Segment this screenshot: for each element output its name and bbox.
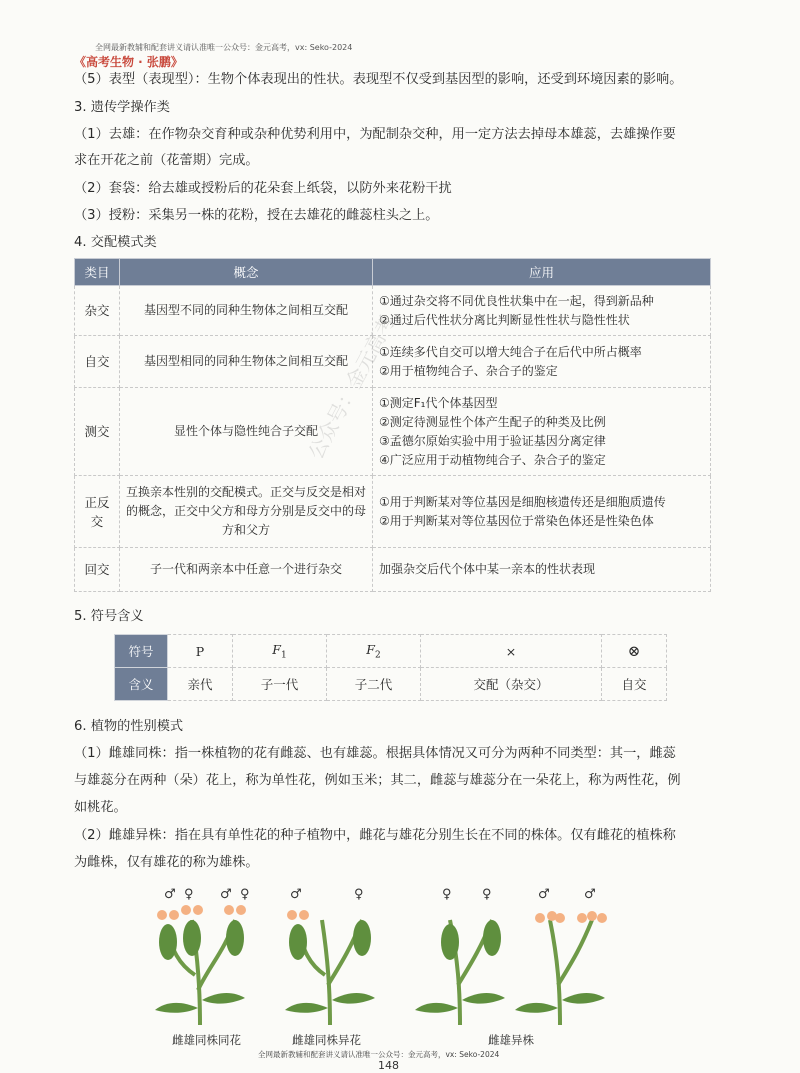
row-concept: 显性个体与隐性纯合子交配 bbox=[120, 388, 373, 476]
female-symbol: ♀ bbox=[442, 887, 452, 902]
meaning-cell: 交配（杂交） bbox=[420, 668, 601, 701]
app-item: ①测定F₁代个体基因型 bbox=[379, 395, 498, 410]
table-row bbox=[75, 476, 711, 548]
row-category: 自交 bbox=[75, 336, 120, 388]
row-application bbox=[373, 336, 711, 388]
mating-mode-table bbox=[74, 258, 711, 592]
symbol-cell: × bbox=[420, 635, 601, 668]
symbol-row-label: 符号 bbox=[115, 635, 168, 668]
female-symbol: ♀ bbox=[482, 887, 492, 902]
pollination-line: （3）授粉：采集另一株的花粉，授在去雄花的雌蕊柱头之上。 bbox=[74, 208, 439, 223]
plant-group-bisexual bbox=[155, 887, 250, 1025]
plant-sex-mode-figure bbox=[140, 880, 700, 1030]
row-category: 正反交 bbox=[75, 476, 120, 548]
symbol-table bbox=[114, 634, 667, 701]
section-6-title: 6. 植物的性别模式 bbox=[74, 719, 184, 734]
female-symbol: ♀ bbox=[354, 887, 364, 902]
watermark: 公众号：金元高考 bbox=[303, 310, 400, 464]
app-item: ②用于判断某对等位基因位于常染色体还是性染色体 bbox=[379, 513, 654, 528]
row-category: 回交 bbox=[75, 548, 120, 592]
emasculation-line-1: （1）去雄：在作物杂交育种或杂种优势利用中，为配制杂交种，用一定方法去掉母本雄蕊，去雄操作要 bbox=[74, 127, 676, 142]
app-item: ②用于植物纯合子、杂合子的鉴定 bbox=[379, 363, 558, 378]
row-application bbox=[373, 388, 711, 476]
caption-dioecious: 雌雄异株 bbox=[488, 1033, 534, 1047]
app-item: ①用于判断某对等位基因是细胞核遗传还是细胞质遗传 bbox=[379, 494, 666, 509]
page-number: 148 bbox=[378, 1059, 399, 1072]
monoecious-line-1: （1）雌雄同株：指一株植物的花有雌蕊、也有雄蕊。根据具体情况又可分为两种不同类型：其一，雌蕊 bbox=[74, 746, 676, 761]
male-symbol: ♂ bbox=[584, 887, 596, 902]
bagging-line: （2）套袋：给去雄或授粉后的花朵套上纸袋，以防外来花粉干扰 bbox=[74, 181, 452, 196]
table-row bbox=[75, 548, 711, 592]
footer-note: 全网最新教辅和配套讲义请认准唯一公众号：金元高考，vx: Seko-2024 bbox=[258, 1050, 500, 1059]
row-category: 杂交 bbox=[75, 286, 120, 336]
row-concept: 互换亲本性别的交配模式。正交与反交是相对的概念，正交中父方和母方分别是反交中的母方和父方 bbox=[120, 476, 373, 548]
book-brand: 《高考生物 · 张鹏》 bbox=[74, 55, 183, 69]
table-row bbox=[75, 388, 711, 476]
phenotype-line: （5）表型（表现型）：生物个体表现出的性状。表现型不仅受到基因型的影响，还受到环境因素的影响。 bbox=[74, 72, 683, 87]
symbol-row bbox=[115, 635, 667, 668]
app-item: ①通过杂交将不同优良性状集中在一起，得到新品种 bbox=[379, 293, 654, 308]
monoecious-line-2: 与雄蕊分在两种（朵）花上，称为单性花，例如玉米；其二，雌蕊与雄蕊分在一朵花上，称为两性花，例 bbox=[74, 773, 681, 788]
plant-group-dioecious bbox=[415, 887, 607, 1025]
app-item: ③孟德尔原始实验中用于验证基因分离定律 bbox=[379, 433, 606, 448]
dioecious-line-2: 为雌株，仅有雄花的称为雄株。 bbox=[74, 855, 259, 870]
symbol-cell: $F_1$ bbox=[232, 635, 326, 668]
app-item: ①连续多代自交可以增大纯合子在后代中所占概率 bbox=[379, 344, 642, 359]
meaning-row bbox=[115, 668, 667, 701]
caption-bisexual: 雌雄同株同花 bbox=[172, 1033, 241, 1047]
section-5-title: 5. 符号含义 bbox=[74, 609, 144, 624]
row-concept: 基因型相同的同种生物体之间相互交配 bbox=[120, 336, 373, 388]
meaning-cell: 自交 bbox=[601, 668, 666, 701]
table-header-row bbox=[75, 259, 711, 286]
section-3-title: 3. 遗传学操作类 bbox=[74, 100, 170, 115]
meaning-cell: 亲代 bbox=[168, 668, 233, 701]
plant-group-monoecious bbox=[285, 887, 375, 1025]
symbol-cell: $F_2$ bbox=[326, 635, 420, 668]
table-row bbox=[75, 336, 711, 388]
col-header-application: 应用 bbox=[373, 259, 711, 286]
caption-monoecious: 雌雄同株异花 bbox=[292, 1033, 361, 1047]
section-4-title: 4. 交配模式类 bbox=[74, 235, 157, 250]
row-concept: 子一代和两亲本中任意一个进行杂交 bbox=[120, 548, 373, 592]
male-symbol: ♂ bbox=[538, 887, 550, 902]
male-symbol: ♂ bbox=[220, 887, 232, 902]
row-category: 测交 bbox=[75, 388, 120, 476]
col-header-category: 类目 bbox=[75, 259, 120, 286]
header-note: 全网最新教辅和配套讲义请认准唯一公众号：金元高考，vx: Seko-2024 bbox=[95, 43, 353, 52]
row-concept: 基因型不同的同种生物体之间相互交配 bbox=[120, 286, 373, 336]
meaning-cell: 子二代 bbox=[326, 668, 420, 701]
male-symbol: ♂ bbox=[290, 887, 302, 902]
emasculation-line-2: 求在开花之前（花蕾期）完成。 bbox=[74, 153, 259, 168]
male-symbol: ♂ bbox=[164, 887, 176, 902]
meaning-row-label: 含义 bbox=[115, 668, 168, 701]
app-item: 加强杂交后代个体中某一亲本的性状表现 bbox=[379, 562, 596, 576]
row-application bbox=[373, 476, 711, 548]
female-symbol: ♀ bbox=[184, 887, 194, 902]
symbol-cell: ⊗ bbox=[601, 635, 666, 668]
female-symbol: ♀ bbox=[240, 887, 250, 902]
app-item: ②测定待测显性个体产生配子的种类及比例 bbox=[379, 414, 606, 429]
app-item: ②通过后代性状分离比判断显性性状与隐性性状 bbox=[379, 312, 630, 327]
col-header-concept: 概念 bbox=[120, 259, 373, 286]
dioecious-line-1: （2）雌雄异株：指在具有单性花的种子植物中，雌花与雄花分别生长在不同的株体。仅有雌花的植株称 bbox=[74, 828, 676, 843]
row-application bbox=[373, 548, 711, 592]
symbol-cell: P bbox=[168, 635, 233, 668]
monoecious-line-3: 如桃花。 bbox=[74, 800, 127, 815]
meaning-cell: 子一代 bbox=[232, 668, 326, 701]
app-item: ④广泛应用于动植物纯合子、杂合子的鉴定 bbox=[379, 452, 606, 467]
row-application bbox=[373, 286, 711, 336]
